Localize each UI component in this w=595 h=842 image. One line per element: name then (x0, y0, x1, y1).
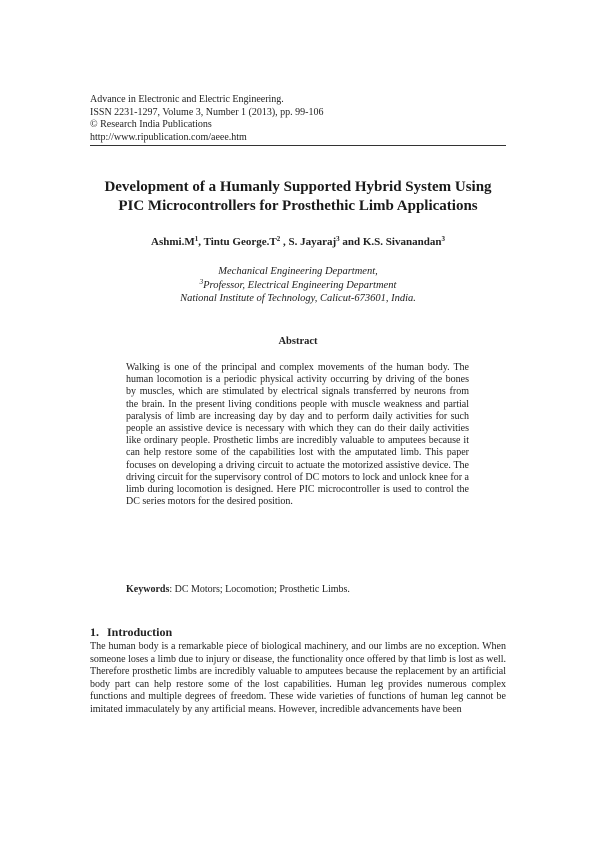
keywords-label: Keywords (126, 584, 170, 595)
keywords-text: : DC Motors; Locomotion; Prosthetic Limbs. (169, 584, 350, 595)
author-name: Tintu George.T (203, 236, 277, 248)
keywords-line (126, 584, 469, 595)
author-affiliation-mark: 3 (336, 235, 340, 243)
affiliation-line-2 (60, 279, 536, 293)
author-name: Ashmi.M (151, 236, 195, 248)
journal-url: http://www.ripublication.com/aeee.htm (90, 131, 247, 143)
author-affiliation-mark: 3 (441, 235, 445, 243)
author-name: S. Jayaraj (288, 236, 337, 248)
section-heading-introduction (90, 625, 172, 640)
introduction-body: The human body is a remarkable piece of biological machinery, and our limbs are no exception. When someone loses a limb due to injury or disease, the functionality once offered by that limb is lost as well. Therefore prosthetic limbs are incredibly valuable to amputees because the replacement by an artificial body part can help restore some of the lost capabilities. Human leg provides numerous complex functions and multiple degrees of freedom. These wide varieties of functions of human leg cannot be imitated immaculately by any artificial means. However, incredible advancements have been (90, 641, 506, 715)
paper-title (70, 178, 526, 216)
author-name: K.S. Sivanandan (362, 236, 442, 248)
affiliations (60, 265, 536, 306)
header-rule (90, 145, 506, 146)
affiliation-line-3: National Institute of Technology, Calicut-673601, India. (180, 293, 416, 304)
title-line-2: PIC Microcontrollers for Prosthethic Limb Applications (118, 198, 478, 214)
author-separator: , (198, 236, 204, 248)
section-number: 1. (90, 625, 99, 639)
author-list (60, 236, 536, 248)
abstract-body: Walking is one of the principal and complex movements of the human body. The human locomotion is a periodic physical activity occurring by driving of the bones by muscles, which are stimulated by electrical signals transferred by neurons from the brain. In the present living conditions people with muscle weakness and partial paralysis of limb are increasing day by day and to perform daily activities for such people an assistive device is necessary with which they can do their daily activities like ordinary people. Prosthetic limbs are incredibly valuable to amputees because it can help restore some of the capabilities lost with the amputated limb. This paper focuses on developing a driving circuit to actuate the motorized assistive device. The driving circuit for the supervisory control of DC motors to lock and unlock knee for a limb during locomotion is designed. Here PIC microcontroller is used to control the DC series motors for the desired position. (126, 362, 469, 508)
author-separator: and (339, 236, 363, 248)
publisher-line: © Research India Publications (90, 119, 212, 130)
issn-line: ISSN 2231-1297, Volume 3, Number 1 (2013), pp. 99-106 (90, 106, 324, 118)
affiliation-mark: 3 (199, 277, 204, 286)
author-affiliation-mark: 2 (276, 235, 281, 243)
author-affiliation-mark: 1 (194, 235, 199, 243)
journal-header (90, 94, 506, 144)
title-line-1: Development of a Humanly Supported Hybrid System Using (104, 179, 492, 195)
affiliation-text: Professor, Electrical Engineering Department (203, 279, 397, 291)
affiliation-line-1: Mechanical Engineering Department, (218, 266, 378, 277)
section-title: Introduction (107, 625, 173, 639)
journal-name: Advance in Electronic and Electric Engineering. (90, 94, 284, 105)
author-separator: , (280, 236, 289, 248)
abstract-heading: Abstract (278, 336, 318, 347)
